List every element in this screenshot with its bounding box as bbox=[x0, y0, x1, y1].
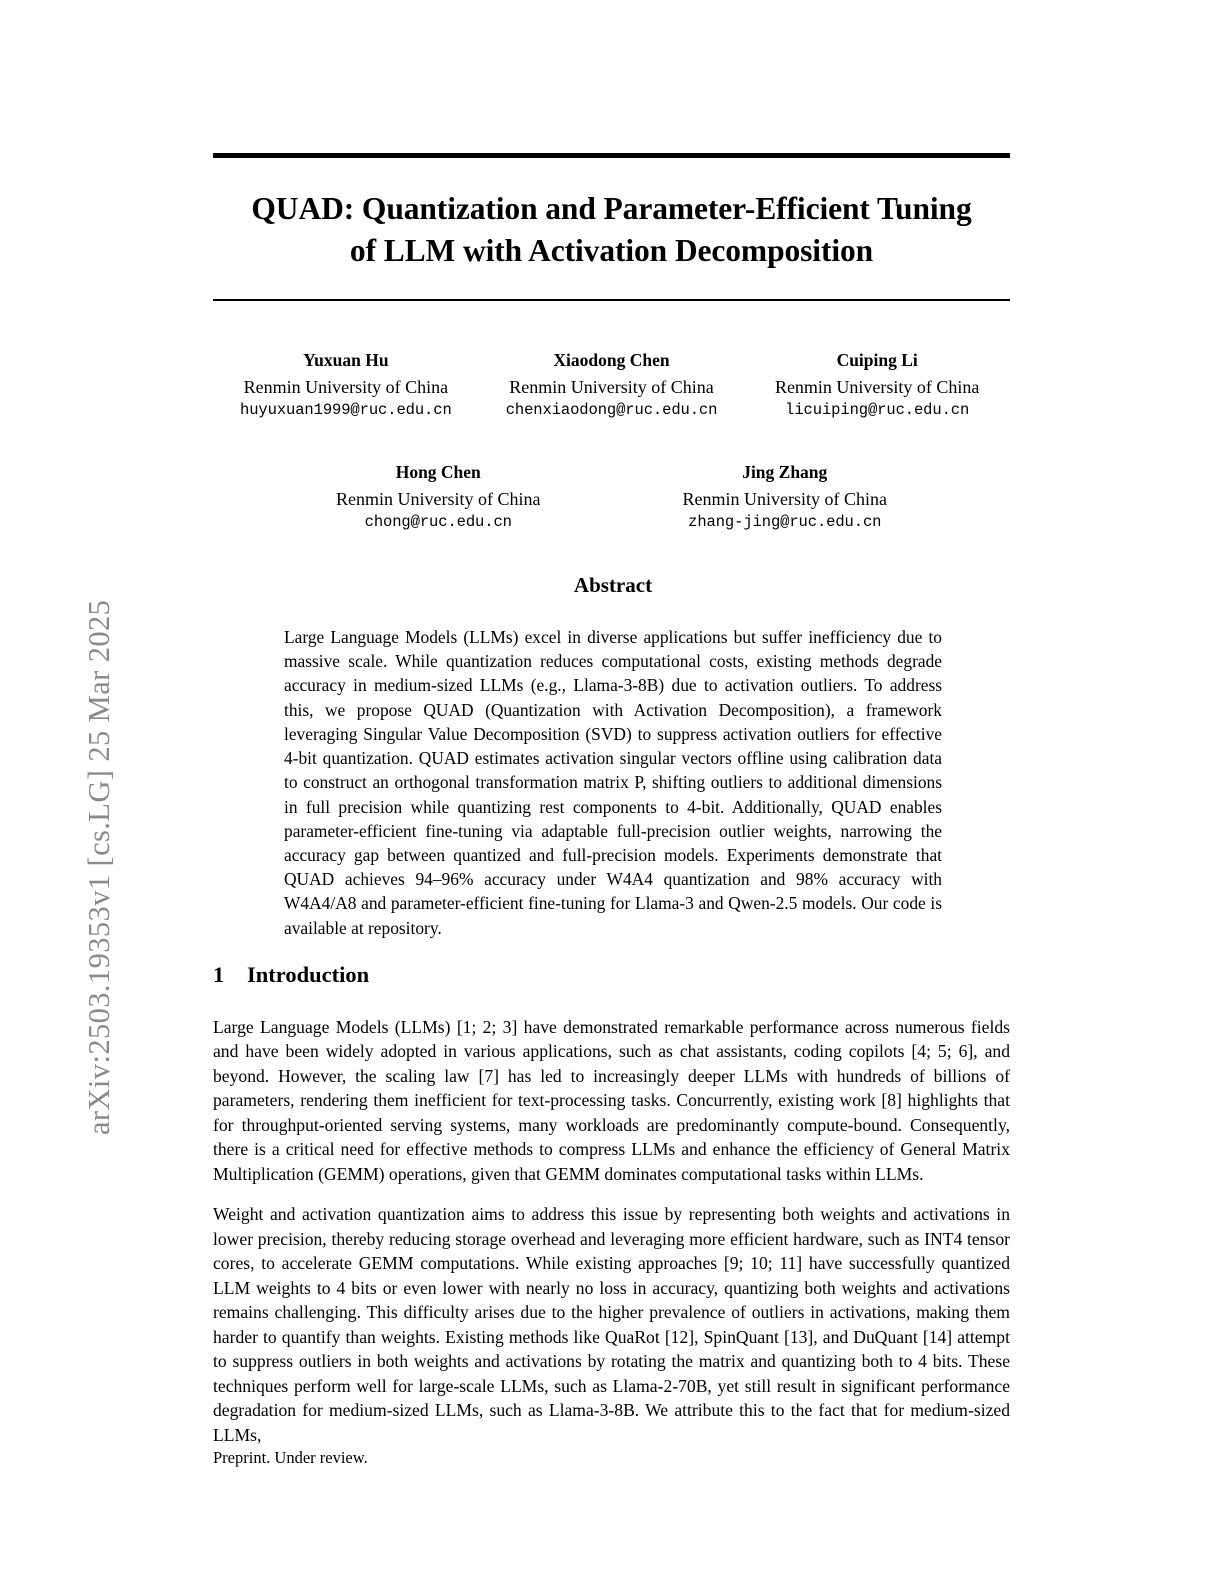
author-affiliation: Renmin University of China bbox=[774, 376, 980, 397]
author-affiliation: Renmin University of China bbox=[336, 488, 541, 509]
abstract-heading: Abstract bbox=[573, 573, 653, 597]
paper-page bbox=[213, 0, 1010, 1584]
author-name: Yuxuan Hu bbox=[303, 350, 389, 370]
author-row-2 bbox=[213, 464, 1010, 530]
page-title-line-1: QUAD: Quantization and Parameter-Efficient Tuning bbox=[251, 191, 972, 226]
author-name: Xiaodong Chen bbox=[553, 350, 670, 370]
author-entry bbox=[213, 352, 479, 418]
author-email[interactable]: chong@ruc.edu.cn bbox=[364, 512, 512, 531]
abstract-section bbox=[284, 573, 942, 940]
author-entry bbox=[612, 464, 959, 530]
author-email[interactable]: zhang-jing@ruc.edu.cn bbox=[688, 512, 882, 531]
author-email[interactable]: licuiping@ruc.edu.cn bbox=[785, 400, 970, 419]
arxiv-stamp-text: arXiv:2503.19353v1 [cs.LG] 25 Mar 2025 bbox=[82, 599, 116, 1135]
author-affiliation: Renmin University of China bbox=[682, 488, 887, 509]
author-affiliation: Renmin University of China bbox=[509, 376, 714, 397]
author-entry bbox=[265, 464, 612, 530]
author-name: Jing Zhang bbox=[742, 462, 828, 482]
paragraph: Large Language Models (LLMs) [1; 2; 3] have demonstrated remarkable performance across numerous fields and have been widely adopted in various applications, such as chat assistants, coding copilots [4; 5; 6], and beyond. However, the scaling law [7] has led to increasingly deeper LLMs with hundreds of billions of parameters, rendering them inefficient for text-processing tasks. Concurrently, existing work [8] highlights that for throughput-oriented serving systems, many workloads are predominantly compute-bound. Consequently, there is a critical need for effective methods to compress LLMs and enhance the efficiency of General Matrix Multiplication (GEMM) operations, given that GEMM dominates computational tasks within LLMs. bbox=[213, 1017, 1010, 1184]
author-name: Hong Chen bbox=[395, 462, 481, 482]
section-title: Introduction bbox=[247, 962, 370, 987]
author-name: Cuiping Li bbox=[836, 350, 918, 370]
title-block bbox=[213, 153, 1010, 301]
author-affiliation: Renmin University of China bbox=[243, 376, 449, 397]
page-footer: Preprint. Under review. bbox=[213, 1448, 368, 1467]
author-block bbox=[213, 352, 1010, 530]
title-rule-bottom bbox=[213, 299, 1010, 301]
author-row-1 bbox=[213, 352, 1010, 418]
author-entry bbox=[479, 352, 745, 418]
author-email[interactable]: huyuxuan1999@ruc.edu.cn bbox=[240, 400, 452, 419]
section-number: 1 bbox=[213, 962, 225, 987]
arxiv-stamp bbox=[0, 0, 120, 1584]
author-email[interactable]: chenxiaodong@ruc.edu.cn bbox=[505, 400, 718, 419]
paragraph: Weight and activation quantization aims to address this issue by representing both weights and activations in lower precision, thereby reducing storage overhead and leveraging more efficient hardware, such as INT4 tensor cores, to accelerate GEMM computations. While existing approaches [9; 10; 11] have successfully quantized LLM weights to 4 bits or even lower with nearly no loss in accuracy, quantizing both weights and activations remains challenging. This difficulty arises due to the higher prevalence of outliers in activations, making them harder to quantify than weights. Existing methods like QuaRot [12], SpinQuant [13], and DuQuant [14] attempt to suppress outliers in both weights and activations by rotating the matrix and quantizing both to 4 bits. These techniques perform well for large-scale LLMs, such as Llama-2-70B, yet still result in significant performance degradation for medium-sized LLMs, such as Llama-3-8B. We attribute this to the fact that for medium-sized LLMs, bbox=[213, 1204, 1010, 1445]
page-title bbox=[213, 158, 1010, 299]
page-title-line-2: of LLM with Activation Decomposition bbox=[349, 232, 874, 268]
section-heading-introduction bbox=[213, 962, 1010, 988]
author-entry bbox=[744, 352, 1010, 418]
introduction-body bbox=[213, 1015, 1010, 1447]
abstract-body: Large Language Models (LLMs) excel in diverse applications but suffer inefficiency due to massive scale. While quantization reduces computational costs, existing methods degrade accuracy in medium-sized LLMs (e.g., Llama-3-8B) due to activation outliers. To address this, we propose QUAD (Quantization with Activation Decomposition), a framework leveraging Singular Value Decomposition (SVD) to suppress activation outliers for effective 4-bit quantization. QUAD estimates activation singular vectors offline using calibration data to construct an orthogonal transformation matrix P, shifting outliers to additional dimensions in full precision while quantizing rest components to 4-bit. Additionally, QUAD enables parameter-efficient fine-tuning via adaptable full-precision outlier weights, narrowing the accuracy gap between quantized and full-precision models. Experiments demonstrate that QUAD achieves 94–96% accuracy under W4A4 quantization and 98% accuracy with W4A4/A8 and parameter-efficient fine-tuning for Llama-3 and Qwen-2.5 models. Our code is available at repository. bbox=[284, 627, 942, 938]
